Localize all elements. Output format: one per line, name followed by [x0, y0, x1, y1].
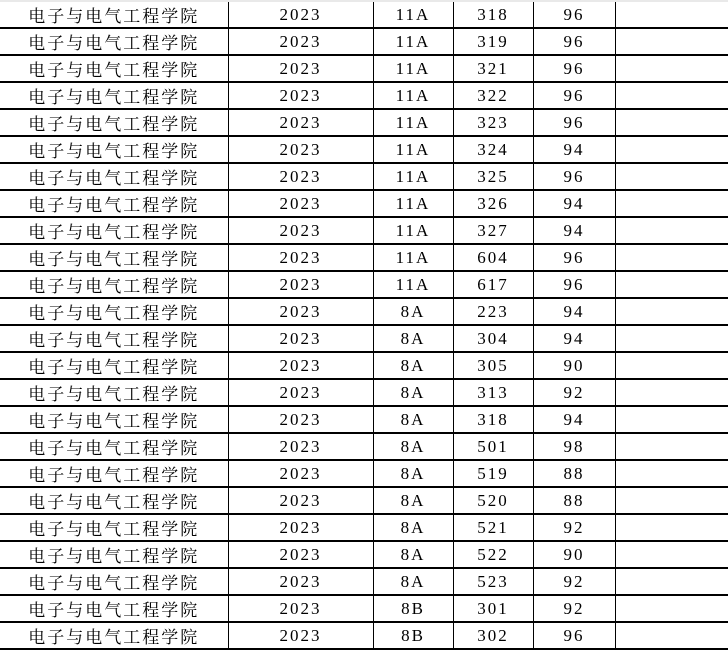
- cell-score[interactable]: 98: [533, 433, 615, 460]
- cell-college[interactable]: 电子与电气工程学院: [0, 568, 228, 595]
- cell-year[interactable]: 2023: [228, 82, 373, 109]
- cell-unit[interactable]: 11A: [373, 55, 453, 82]
- cell-unit[interactable]: 8B: [373, 622, 453, 649]
- cell-year[interactable]: 2023: [228, 217, 373, 244]
- cell-blank[interactable]: [615, 568, 728, 595]
- cell-blank[interactable]: [615, 28, 728, 55]
- cell-score[interactable]: 94: [533, 298, 615, 325]
- table-row: [0, 298, 728, 325]
- cell-blank[interactable]: [615, 217, 728, 244]
- cell-unit[interactable]: 11A: [373, 244, 453, 271]
- table-row: [0, 28, 728, 55]
- cell-score[interactable]: 94: [533, 406, 615, 433]
- cell-score[interactable]: 88: [533, 487, 615, 514]
- cell-year[interactable]: 2023: [228, 487, 373, 514]
- cell-college[interactable]: 电子与电气工程学院: [0, 271, 228, 298]
- cell-unit[interactable]: 11A: [373, 136, 453, 163]
- cell-year[interactable]: 2023: [228, 325, 373, 352]
- cell-year[interactable]: 2023: [228, 541, 373, 568]
- cell-blank[interactable]: [615, 109, 728, 136]
- cell-unit[interactable]: 8A: [373, 379, 453, 406]
- table-row: [0, 55, 728, 82]
- cell-year[interactable]: 2023: [228, 379, 373, 406]
- cell-college[interactable]: 电子与电气工程学院: [0, 2, 228, 28]
- cell-score[interactable]: 96: [533, 28, 615, 55]
- cell-room[interactable]: 313: [453, 379, 533, 406]
- cell-score[interactable]: 96: [533, 55, 615, 82]
- cell-room[interactable]: 520: [453, 487, 533, 514]
- cell-college[interactable]: 电子与电气工程学院: [0, 325, 228, 352]
- cell-room[interactable]: 305: [453, 352, 533, 379]
- table-row: [0, 244, 728, 271]
- table-body: [0, 2, 728, 649]
- cell-college[interactable]: 电子与电气工程学院: [0, 163, 228, 190]
- cell-unit[interactable]: 11A: [373, 271, 453, 298]
- cell-year[interactable]: 2023: [228, 298, 373, 325]
- cell-score[interactable]: 96: [533, 163, 615, 190]
- table-row: [0, 595, 728, 622]
- cell-college[interactable]: 电子与电气工程学院: [0, 136, 228, 163]
- cell-blank[interactable]: [615, 136, 728, 163]
- cell-blank[interactable]: [615, 352, 728, 379]
- cell-blank[interactable]: [615, 55, 728, 82]
- cell-room[interactable]: 523: [453, 568, 533, 595]
- cell-room[interactable]: 301: [453, 595, 533, 622]
- cell-unit[interactable]: 8A: [373, 514, 453, 541]
- cell-blank[interactable]: [615, 379, 728, 406]
- table-row: [0, 136, 728, 163]
- cell-room[interactable]: 501: [453, 433, 533, 460]
- sheet-top-edge: [0, 0, 728, 2]
- cell-score[interactable]: 92: [533, 514, 615, 541]
- cell-unit[interactable]: 11A: [373, 82, 453, 109]
- cell-blank[interactable]: [615, 163, 728, 190]
- cell-unit[interactable]: 8A: [373, 541, 453, 568]
- cell-college[interactable]: 电子与电气工程学院: [0, 406, 228, 433]
- table-row: [0, 568, 728, 595]
- cell-room[interactable]: 522: [453, 541, 533, 568]
- cell-score[interactable]: 90: [533, 352, 615, 379]
- table-row: [0, 433, 728, 460]
- cell-room[interactable]: 223: [453, 298, 533, 325]
- cell-college[interactable]: 电子与电气工程学院: [0, 109, 228, 136]
- cell-unit[interactable]: 8A: [373, 487, 453, 514]
- cell-blank[interactable]: [615, 244, 728, 271]
- cell-score[interactable]: 96: [533, 271, 615, 298]
- table-row: [0, 460, 728, 487]
- cell-room[interactable]: 323: [453, 109, 533, 136]
- cell-blank[interactable]: [615, 406, 728, 433]
- cell-unit[interactable]: 11A: [373, 109, 453, 136]
- cell-room[interactable]: 521: [453, 514, 533, 541]
- cell-room[interactable]: 604: [453, 244, 533, 271]
- cell-unit[interactable]: 8A: [373, 433, 453, 460]
- cell-college[interactable]: 电子与电气工程学院: [0, 622, 228, 649]
- cell-unit[interactable]: 8A: [373, 568, 453, 595]
- cell-room[interactable]: 302: [453, 622, 533, 649]
- cell-room[interactable]: 325: [453, 163, 533, 190]
- cell-room[interactable]: 321: [453, 55, 533, 82]
- cell-unit[interactable]: 11A: [373, 163, 453, 190]
- table-row: [0, 163, 728, 190]
- cell-year[interactable]: 2023: [228, 190, 373, 217]
- cell-unit[interactable]: 8B: [373, 595, 453, 622]
- cell-unit[interactable]: 11A: [373, 2, 453, 28]
- table-row: [0, 541, 728, 568]
- cell-unit[interactable]: 8A: [373, 298, 453, 325]
- cell-room[interactable]: 327: [453, 217, 533, 244]
- cell-blank[interactable]: [615, 622, 728, 649]
- table-row: [0, 325, 728, 352]
- cell-blank[interactable]: [615, 298, 728, 325]
- cell-blank[interactable]: [615, 433, 728, 460]
- cell-unit[interactable]: 8A: [373, 460, 453, 487]
- cell-room[interactable]: 318: [453, 406, 533, 433]
- cell-year[interactable]: 2023: [228, 460, 373, 487]
- cell-unit[interactable]: 11A: [373, 28, 453, 55]
- cell-room[interactable]: 617: [453, 271, 533, 298]
- cell-college[interactable]: 电子与电气工程学院: [0, 514, 228, 541]
- table-row: [0, 487, 728, 514]
- table-row: [0, 190, 728, 217]
- cell-room[interactable]: 304: [453, 325, 533, 352]
- cell-year[interactable]: 2023: [228, 406, 373, 433]
- cell-year[interactable]: 2023: [228, 109, 373, 136]
- cell-year[interactable]: 2023: [228, 433, 373, 460]
- table-row: [0, 622, 728, 649]
- cell-score[interactable]: 90: [533, 541, 615, 568]
- cell-year[interactable]: 2023: [228, 244, 373, 271]
- cell-unit[interactable]: 8A: [373, 406, 453, 433]
- cell-blank[interactable]: [615, 514, 728, 541]
- cell-unit[interactable]: 11A: [373, 190, 453, 217]
- table-row: [0, 2, 728, 28]
- cell-college[interactable]: 电子与电气工程学院: [0, 433, 228, 460]
- cell-year[interactable]: 2023: [228, 595, 373, 622]
- cell-blank[interactable]: [615, 271, 728, 298]
- cell-score[interactable]: 94: [533, 136, 615, 163]
- cell-blank[interactable]: [615, 325, 728, 352]
- cell-college[interactable]: 电子与电气工程学院: [0, 487, 228, 514]
- cell-blank[interactable]: [615, 190, 728, 217]
- table-row: [0, 352, 728, 379]
- cell-score[interactable]: 96: [533, 244, 615, 271]
- table-row: [0, 379, 728, 406]
- cell-score[interactable]: 92: [533, 568, 615, 595]
- cell-score[interactable]: 96: [533, 82, 615, 109]
- cell-blank[interactable]: [615, 82, 728, 109]
- cell-score[interactable]: 96: [533, 2, 615, 28]
- cell-college[interactable]: 电子与电气工程学院: [0, 460, 228, 487]
- cell-year[interactable]: 2023: [228, 2, 373, 28]
- spreadsheet-table: [0, 2, 728, 650]
- cell-room[interactable]: 322: [453, 82, 533, 109]
- cell-room[interactable]: 318: [453, 2, 533, 28]
- cell-unit[interactable]: 8A: [373, 352, 453, 379]
- cell-blank[interactable]: [615, 2, 728, 28]
- table-row: [0, 271, 728, 298]
- cell-college[interactable]: 电子与电气工程学院: [0, 217, 228, 244]
- cell-score[interactable]: 94: [533, 325, 615, 352]
- cell-college[interactable]: 电子与电气工程学院: [0, 82, 228, 109]
- cell-score[interactable]: 94: [533, 190, 615, 217]
- cell-year[interactable]: 2023: [228, 163, 373, 190]
- cell-year[interactable]: 2023: [228, 28, 373, 55]
- cell-unit[interactable]: 11A: [373, 217, 453, 244]
- cell-year[interactable]: 2023: [228, 514, 373, 541]
- cell-college[interactable]: 电子与电气工程学院: [0, 55, 228, 82]
- cell-room[interactable]: 326: [453, 190, 533, 217]
- cell-year[interactable]: 2023: [228, 271, 373, 298]
- cell-year[interactable]: 2023: [228, 352, 373, 379]
- cell-year[interactable]: 2023: [228, 622, 373, 649]
- table-row: [0, 406, 728, 433]
- cell-college[interactable]: 电子与电气工程学院: [0, 379, 228, 406]
- cell-year[interactable]: 2023: [228, 568, 373, 595]
- cell-score[interactable]: 96: [533, 622, 615, 649]
- cell-room[interactable]: 319: [453, 28, 533, 55]
- cell-score[interactable]: 92: [533, 379, 615, 406]
- cell-unit[interactable]: 8A: [373, 325, 453, 352]
- table-row: [0, 217, 728, 244]
- cell-college[interactable]: 电子与电气工程学院: [0, 352, 228, 379]
- cell-blank[interactable]: [615, 541, 728, 568]
- cell-college[interactable]: 电子与电气工程学院: [0, 595, 228, 622]
- cell-blank[interactable]: [615, 460, 728, 487]
- cell-room[interactable]: 324: [453, 136, 533, 163]
- cell-room[interactable]: 519: [453, 460, 533, 487]
- table-row: [0, 109, 728, 136]
- cell-college[interactable]: 电子与电气工程学院: [0, 28, 228, 55]
- cell-college[interactable]: 电子与电气工程学院: [0, 190, 228, 217]
- cell-college[interactable]: 电子与电气工程学院: [0, 541, 228, 568]
- table-row: [0, 514, 728, 541]
- cell-college[interactable]: 电子与电气工程学院: [0, 244, 228, 271]
- table-row: [0, 82, 728, 109]
- cell-year[interactable]: 2023: [228, 55, 373, 82]
- cell-blank[interactable]: [615, 595, 728, 622]
- cell-score[interactable]: 92: [533, 595, 615, 622]
- cell-year[interactable]: 2023: [228, 136, 373, 163]
- cell-score[interactable]: 94: [533, 217, 615, 244]
- cell-score[interactable]: 96: [533, 109, 615, 136]
- cell-college[interactable]: 电子与电气工程学院: [0, 298, 228, 325]
- cell-blank[interactable]: [615, 487, 728, 514]
- cell-score[interactable]: 88: [533, 460, 615, 487]
